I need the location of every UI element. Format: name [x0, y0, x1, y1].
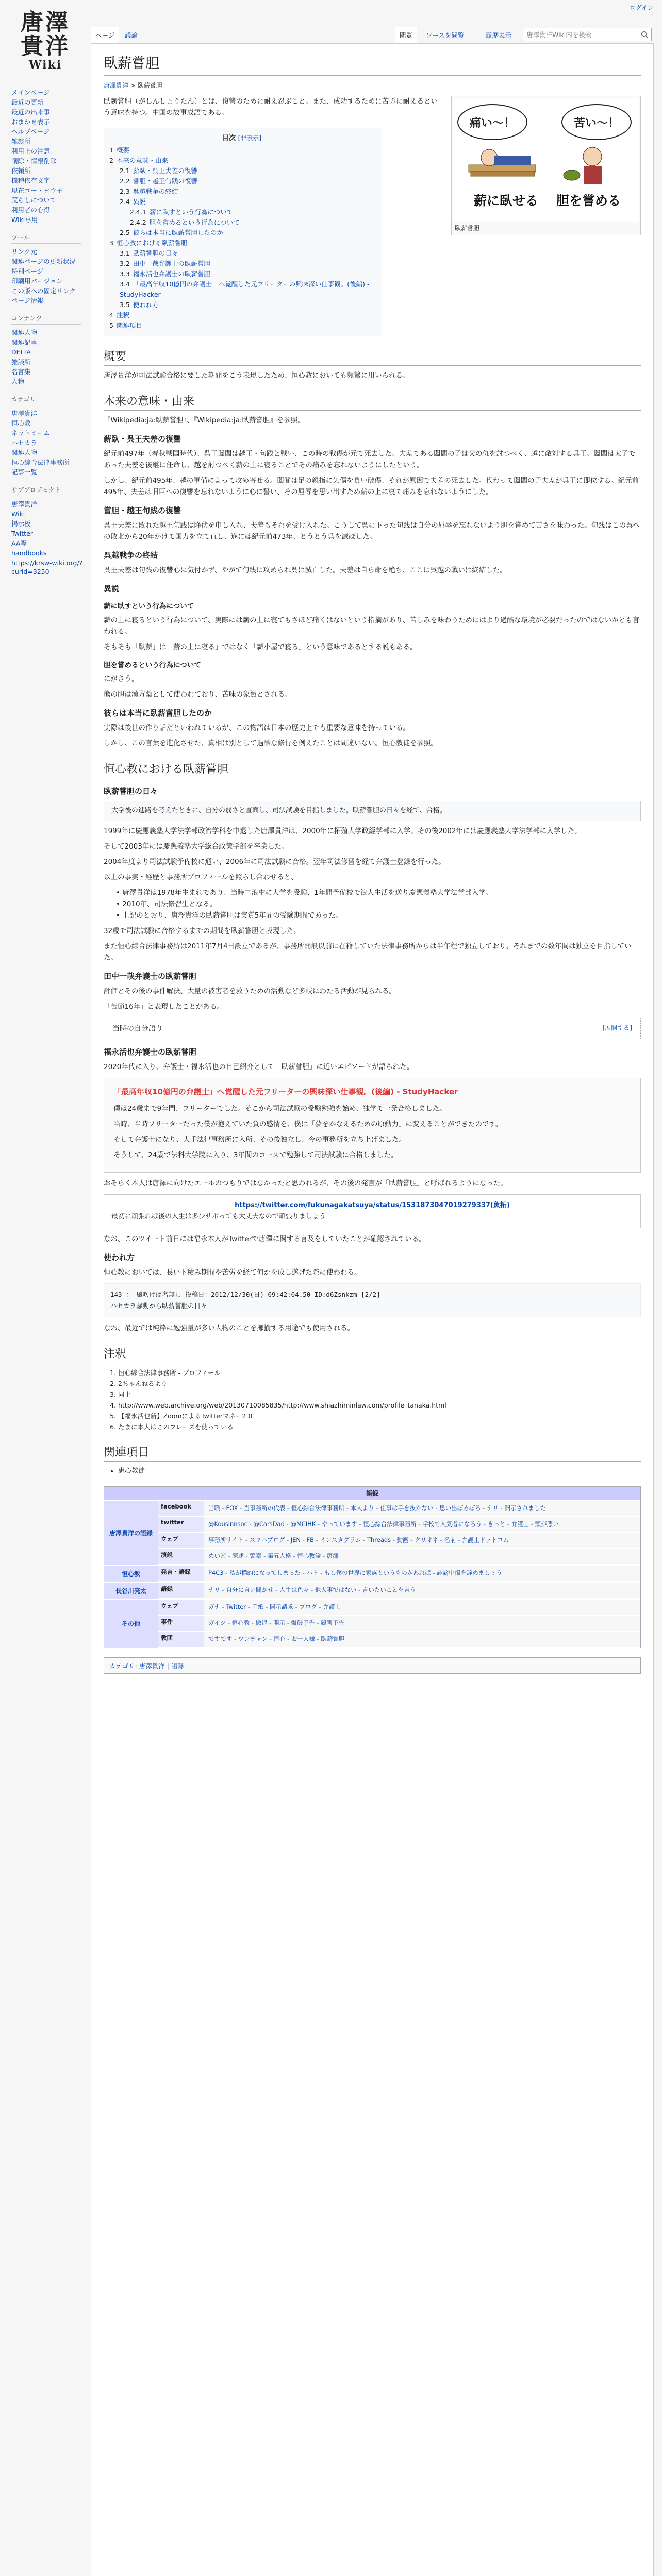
sidebar-category-item[interactable]: 記事一覧 [11, 468, 38, 476]
toc-item[interactable] [109, 269, 374, 279]
logo-line-2: 貴洋 [21, 33, 70, 59]
list-item-text: 上記のとおり、唐澤貴洋の臥薪嘗胆は実質5年間の受験期間であった。 [122, 911, 343, 920]
navbox-subrow [158, 1501, 640, 1517]
page-tabs [91, 23, 654, 43]
quote-title: 「最高年収10億円の弁護士」へ覚醒した元フリーターの興味深い仕事観。(後編) - StudyHacker [113, 1087, 458, 1096]
logo-line-1: 唐澤 [21, 9, 70, 36]
sidebar-subprojects [11, 485, 91, 577]
subsection-10: 使われ方 [104, 1253, 135, 1262]
navbox [104, 1486, 641, 1648]
thumbnail-image[interactable] [453, 98, 639, 222]
sidebar-category-item[interactable]: 関連人物 [11, 449, 38, 456]
sidebar-categories [11, 395, 91, 477]
toc-link[interactable]: 薪に臥すという行為について [149, 208, 234, 216]
expand-toggle[interactable]: [展開する] [602, 1024, 632, 1031]
sidebar-tool-item[interactable]: 印刷用バージョン [11, 277, 63, 285]
list-item-text: 2010年、司法修習生となる。 [122, 900, 217, 908]
sidebar-nav-item[interactable]: 雑談所 [11, 138, 31, 145]
sidebar-nav-item[interactable]: 利用上の注意 [11, 147, 51, 155]
section-related: 関連項目 [104, 1444, 641, 1462]
sidebar-nav-item[interactable]: 削除・情報削除 [11, 157, 57, 165]
sidebar-category-item[interactable]: ハセカラ [11, 439, 38, 447]
sidebar-category-item[interactable]: 唐澤貴洋 [11, 410, 38, 417]
toc-link[interactable]: 「最高年収10億円の弁護士」へ覚醒した元フリーターの興味深い仕事観。(後編) - StudyHacker [120, 280, 370, 298]
navbox-subrow [158, 1566, 640, 1582]
section-overview: 概要 [104, 348, 641, 366]
login-link[interactable]: ログイン [629, 4, 654, 11]
toc-number: 3.1 [120, 249, 130, 257]
toc-number: 2.3 [120, 188, 130, 195]
sidebar-nav-item[interactable]: メインページ [11, 89, 50, 96]
logo-line-3: Wiki [28, 58, 62, 72]
paragraph: 以上の事実・経歴と事務所プロフィールを照らし合わせると、 [104, 873, 298, 882]
subsection-8: 福永活也弁護士の臥薪嘗胆 [104, 1047, 197, 1057]
sidebar-external-link[interactable]: https://krsw-wiki.org/?curid=3250 [11, 559, 83, 575]
section-notes: 注釈 [104, 1345, 641, 1363]
sidebar-other-item[interactable]: 名言集 [11, 368, 31, 376]
toc-link[interactable]: 本来の意味・由来 [116, 157, 168, 164]
toc-number: 3.3 [120, 270, 130, 278]
navbox-list[interactable]: P4C3 - 私が標的になってしまった - ハト - もし僕の世界に家族というものがあれば - 誹謗中傷を辞めましょう [204, 1566, 640, 1581]
sidebar-subprojects-title: サブプロジェクト [11, 485, 81, 496]
list-item: • 2010年、司法修習生となる。 [116, 900, 217, 908]
paragraph: 2004年度より司法試験予備校に通い、2006年に司法試験に合格。翌年司法修習を経て弁護士登録を行った。 [104, 858, 445, 866]
subsection-6: 臥薪嘗胆の日々 [104, 787, 158, 796]
toc-link[interactable]: 恒心教における臥薪嘗胆 [116, 239, 188, 247]
quote-box: 大学後の進路を考えたときに、自分の弱さと直面し、司法試験を目指しました。臥薪嘗胆の日々を経て、合格。 [104, 801, 641, 821]
paragraph: 32歳で司法試験に合格するまでの期間を臥薪嘗胆と表現した。 [104, 927, 301, 935]
sidebar-nav-item[interactable]: 最近の出来事 [11, 108, 51, 116]
collapsible-title: 当時の自分語り [112, 1025, 163, 1033]
quote-paragraph: そして弁護士になり、大手法律事務所に入所、その後独立し、今の事務所を立ち上げました。 [113, 1136, 406, 1144]
navbox-row [104, 1582, 640, 1599]
sidebar-categories-title: カテゴリ [11, 395, 81, 405]
navbox-list[interactable]: めいど - 陳述 - 警察 - 第五人格 - 恒心教論 - 唐澤 [204, 1549, 640, 1564]
references-list [118, 1367, 641, 1432]
toc-link[interactable]: 彼らは本当に臥薪嘗胆したのか [133, 229, 223, 236]
paragraph: 紀元前497年（春秋戦国時代）、呉王闔閭は越王・句践と戦い、この時の戦傷が元で死去した。夫差である闔閭の子は父の仇を討つべく、越に敵対する呉王。闔閭は太子であった夫差を後継に任命し、越を討つべく薪の上に寝ることでその痛みを忘れないようにしたという。 [104, 450, 636, 469]
toc-item[interactable] [109, 228, 374, 238]
sidebar-nav-item[interactable]: 最近の更新 [11, 98, 44, 106]
category-label[interactable]: カテゴリ [109, 1662, 135, 1670]
paragraph: しかし、紀元前495年、越の軍備によって攻め寄せる。闔閭は足の親指に矢傷を負い破傷、それが原因で夫差の死去した。代わって闔閭の子夫差が呉王に即位する。紀元前495年、夫差は旧臣への復讐を忘れないように心に誓い、その屈辱を思い出すため薪の上に寝て痛みを忘れないようにした。 [104, 477, 639, 496]
sidebar-content-item[interactable]: 関連人物 [11, 329, 38, 336]
subsection-1: 薪臥・呉王夫差の復讐 [104, 434, 181, 444]
quote-paragraph: 当時、当時フリーターだった僕が抱えていた負の感情を、僕は「夢をかなえるための原動力」に変えることができたのです。 [113, 1120, 503, 1128]
sidebar-other-item[interactable]: 雑談所 [11, 358, 31, 366]
paragraph: なお、最近では純粋に勉強量が多い人物のことを揶揄する用途でも使用される。 [104, 1324, 354, 1332]
table-of-contents [104, 128, 382, 336]
toc-item[interactable] [109, 300, 374, 310]
reference-item[interactable]: 5. 【福永活也新】ZoomによるTwitterマネー2.0 [118, 1411, 641, 1421]
sidebar-subproject-item[interactable]: Twitter [11, 530, 33, 537]
reference-item[interactable]: 1. 恒心綜合法律事務所 - プロフィール [118, 1367, 641, 1378]
navbox-group[interactable]: その他 [104, 1600, 158, 1648]
toc-link[interactable]: 胆を嘗めるという行為について [149, 218, 240, 226]
sidebar-tools [11, 233, 91, 306]
navbox-list[interactable]: ナリ - 自分に言い聞かせ - 人生は色々 - 他人事ではない - 言いたいことを言う [204, 1583, 640, 1598]
paragraph: おそらく本人は唐澤に向けたエールのつもりではなかったと思われるが、その後の発言が「臥薪嘗胆」と呼ばれるようになった。 [104, 1179, 507, 1188]
sidebar-nav-item[interactable]: Wiki専用 [11, 216, 38, 224]
bbs-quote [104, 1283, 641, 1317]
paragraph: 呉王夫差に敗れた越王句践は降伏を申し入れ、夫差もそれを受け入れた。こうして呉に下った句践は自分の屈辱を忘れないよう胆を嘗めて苦さを味わった。句践はこの呉への敗北から20年かけて国力を立て直し、遂には紀元前473年、とうとう呉を滅ぼした。 [104, 521, 640, 541]
origin-lead: 『Wikipedia:ja:臥薪嘗胆』、『Wikipedia:ja:臥薪嘗胆』を参照。 [104, 416, 305, 425]
navbox-subgroup: 演説 [158, 1549, 204, 1564]
breadcrumb-current: 臥薪嘗胆 [137, 82, 162, 89]
navbox-group[interactable]: 唐澤貴洋の語録 [104, 1501, 158, 1565]
sidebar-nav-item[interactable]: 依頼所 [11, 167, 31, 175]
thumbnail-caption-left: 薪に臥せる [474, 193, 539, 208]
category-list[interactable]: 唐澤貴洋 | 語録 [139, 1662, 184, 1670]
breadcrumb: 唐澤貴洋 > 臥薪嘗胆 [104, 82, 162, 89]
toc-link[interactable]: 概要 [116, 146, 129, 154]
navbox-subrow [158, 1533, 640, 1549]
toc-link[interactable]: 田中一哉弁護士の臥薪嘗胆 [133, 260, 210, 267]
toc-item[interactable] [109, 248, 374, 259]
sidebar-content-item[interactable]: 関連記事 [11, 338, 38, 346]
toc-item[interactable] [109, 187, 374, 197]
paragraph: 2020年代に入り、弁護士・福永活也の自己紹介として「臥薪嘗胆」に近いエピソードが語られた。 [104, 1063, 414, 1071]
navbox-subgroup: twitter [158, 1517, 204, 1532]
toc-number: 2.4.1 [130, 208, 146, 216]
section-origin: 本来の意味・由来 [104, 393, 641, 411]
thumbnail-caption: 臥薪嘗胆 [455, 225, 480, 232]
toc-link[interactable]: 嘗胆・越王句践の復讐 [133, 177, 197, 185]
sidebar-nav-item[interactable]: ヘルプページ [11, 128, 50, 135]
toc-link[interactable]: 福永活也弁護士の臥薪嘗胆 [133, 270, 210, 278]
quote-block [104, 1078, 641, 1173]
navbox-list[interactable]: 事務所サイト - スマハブログ - JEN - FB - インスタグラム - Threads - 動画 - クリオネ - 名前 - 弁護士ドットコム [204, 1533, 640, 1548]
quote-paragraph: 僕は24歳まで9年間、フリーターでした。そこから司法試験の受験勉強を始め、独学で一発合格しました。 [113, 1105, 446, 1113]
reference-item[interactable]: 6. たまに本人はこのフレーズを使っている [118, 1421, 641, 1432]
sidebar-contents [11, 314, 91, 386]
navbox-list[interactable]: @Kousinnsoc - @CarsDad - @MCIHK - やっています - 恒心綜合法律事務所 - 学校で人気者になろう - きっと - 弁護士 - 頭が悪い [204, 1517, 640, 1532]
subsubsection-2: 胆を嘗めるという行為について [104, 661, 201, 669]
sidebar-nav-item[interactable]: おまかせ表示 [11, 118, 51, 126]
sidebar-tools-title: ツール [11, 233, 81, 244]
toc-number: 3 [109, 239, 113, 247]
paragraph: そして2003年には慶應義塾大学総合政策学部を卒業した。 [104, 842, 289, 851]
toc-number: 2.2 [120, 177, 130, 185]
toc-number: 5 [109, 321, 113, 329]
paragraph: 薪の上に寝るという行為について、実際には薪の上に寝てもさほど痛くはないという指摘があり、苦しみを味わうためにはより過酷な環境が必要だったのではないかとも言われる。 [104, 616, 639, 636]
sidebar-category-item[interactable]: ネットミーム [11, 429, 51, 437]
sidebar-tool-item[interactable]: この版への固定リンク [11, 287, 76, 295]
paragraph: 評価とその後の事件解決、大量の被害者を救うための活動など多岐にわたる活動が見られる。 [104, 987, 396, 995]
toc-item[interactable] [109, 320, 374, 331]
subsection-7: 田中一哉弁護士の臥薪嘗胆 [104, 972, 197, 981]
toc-number: 3.4 [120, 280, 130, 288]
toc-heading: 目次 [222, 134, 236, 142]
toc-item[interactable] [109, 259, 374, 269]
toc-item[interactable] [109, 310, 374, 320]
sidebar-contents-title: コンテンツ [11, 314, 81, 325]
sidebar-tool-item[interactable]: リンク元 [11, 248, 37, 256]
paragraph: 呉王夫差は句践の復讐心に気付かず、やがて句践に攻められ呉は滅亡した。夫差は自ら命を絶ち、ここに呉越の戦いは終結した。 [104, 566, 507, 574]
sidebar-tool-item[interactable]: ページ情報 [11, 297, 44, 304]
personal-tools [630, 3, 654, 12]
toc-link[interactable]: 使われ方 [133, 301, 159, 309]
paragraph: しかし、この言葉を進化させた、真相は別として過酷な修行を例えたことは間違いない。恒心教徒を参照。 [104, 739, 438, 748]
navbox-subgroup: 発言・語録 [158, 1566, 204, 1581]
list-item: • 上記のとおり、唐澤貴洋の臥薪嘗胆は実質5年間の受験期間であった。 [116, 911, 343, 920]
toc-link[interactable]: 臥薪嘗胆の日々 [133, 249, 178, 257]
bullet-list [116, 887, 641, 921]
paragraph: にがさう。 [104, 675, 139, 683]
toc-item[interactable] [109, 279, 374, 300]
sidebar-nav-item[interactable]: 荒らしについて [11, 196, 57, 204]
toc-item[interactable] [109, 207, 374, 217]
toc-link[interactable]: 異説 [133, 198, 146, 206]
tab-read[interactable]: 閲覧 [395, 27, 417, 43]
section-koushin: 恒心教における臥薪嘗胆 [104, 760, 641, 778]
paragraph: 1999年に慶應義塾大学法学部政治学科を中退した唐澤貴洋は、2000年に拓殖大学政経学部に入学。その後2002年には慶應義塾大学法学部に入学した。 [104, 827, 582, 835]
navbox-subrow [158, 1600, 640, 1616]
sidebar-nav-item[interactable]: 利用者の心得 [11, 206, 51, 214]
thumbnail-caption-right: 胆を嘗める [556, 193, 621, 208]
navbox-list[interactable]: ガナ - Twitter - 手紙 - 開示請求 - ブログ - 弁護士 [204, 1600, 640, 1615]
navbox-title[interactable]: 語録 [104, 1487, 640, 1500]
toc-item[interactable] [109, 217, 374, 228]
sidebar-category-item[interactable]: 恒心教 [11, 419, 31, 427]
toc-item[interactable] [109, 166, 374, 176]
paragraph: 「苦節16年」と表現したことがある。 [104, 1003, 224, 1011]
list-item: • 唐澤貴洋は1978年生まれであり、当時二浪中に大学を受験、1年間予備校で浪人生活を送り慶應義塾大学法学部入学。 [116, 889, 493, 897]
bbs-header: 143 ： 風吹けば名無し 投稿日：2012/12/30(日) 09:42:04.50 ID:d6Zsnkzm [2/2] [110, 1291, 380, 1298]
subsection-5: 彼らは本当に臥薪嘗胆したのか [104, 708, 212, 718]
toc-number: 2.4 [120, 198, 130, 206]
navbox-subgroup: 語録 [158, 1583, 204, 1598]
sidebar-subproject-item[interactable]: 掲示板 [11, 520, 31, 528]
quote-paragraph: そうして、24歳で法科大学院に入り、3年間のコースで勉強して司法試験に合格しました。 [113, 1151, 398, 1159]
subsection-3: 呉越戦争の終結 [104, 551, 158, 560]
toc-link[interactable]: 呉越戦争の終結 [133, 188, 178, 195]
navbox-row [104, 1565, 640, 1582]
illustration-icon [464, 139, 628, 185]
toc-item[interactable] [109, 197, 374, 207]
navbox-subgroup: 事件 [158, 1616, 204, 1631]
toc-number: 2.4.2 [130, 218, 146, 226]
site-logo[interactable] [0, 0, 91, 82]
sidebar-category-item[interactable]: 恒心綜合法律事務所 [11, 459, 70, 466]
sidebar-content-item[interactable]: DELTA [11, 348, 31, 356]
subsubsection-1: 薪に臥すという行為について [104, 602, 194, 611]
subsection-2: 嘗胆・越王句践の復讐 [104, 506, 181, 515]
sidebar-subproject-item[interactable]: AA等 [11, 539, 27, 547]
navbox-row [104, 1500, 640, 1565]
toc-link[interactable]: 薪臥・呉王夫差の復讐 [133, 167, 197, 175]
main-content [91, 43, 654, 2576]
toc-number: 3.5 [120, 301, 130, 309]
reference-item[interactable]: 2. 2ちゃんねるより [118, 1378, 641, 1389]
tab-page[interactable]: ページ [91, 27, 119, 43]
subsection-4: 異説 [104, 584, 120, 594]
sidebar [0, 88, 91, 585]
tweet-link[interactable]: https://twitter.com/fukunagakatsuya/status/1531873047019279337(魚拓) [235, 1201, 510, 1209]
toc-title [109, 132, 374, 142]
bbs-body: ハセカラ騒動から臥薪嘗胆の日々 [110, 1302, 207, 1310]
navbox-list[interactable]: ガイジ - 恒心教 - 撤退 - 開示 - 爆破予告 - 殺害予告 [204, 1616, 640, 1631]
sidebar-navigation [11, 88, 91, 225]
navbox-subrow [158, 1616, 640, 1632]
tweet-embed [104, 1194, 641, 1228]
tab-history[interactable]: 履歴表示 [486, 31, 512, 39]
paragraph: 恒心教においては、長い下積み期間や苦労を経て何かを成し遂げた際に使われる。 [104, 1268, 361, 1277]
navbox-group[interactable]: 恒心教 [104, 1566, 158, 1582]
intro-paragraph: 臥薪嘗胆（がしんしょうたん）とは、復讐のために耐え忍ぶこと。また、成功するために苦労に耐えるという意味を持つ。中国の故事成語である。 [104, 97, 438, 117]
search-box [523, 28, 652, 41]
tab-talk[interactable]: 議論 [125, 31, 138, 39]
speech-bubble-right: 苦い～！ [561, 104, 632, 140]
collapsible-box [104, 1018, 641, 1039]
reference-item[interactable]: 3. 同上 [118, 1389, 641, 1400]
toc-number: 2 [109, 157, 113, 164]
list-item-text: 唐澤貴洋は1978年生まれであり、当時二浪中に大学を受験、1年間予備校で浪人生活を送り慶應義塾大学法学部入学。 [122, 889, 493, 897]
toc-number: 3.2 [120, 260, 130, 267]
reference-item[interactable]: 4. http://www.web.archive.org/web/20130710085835/http://www.shiazhiminlaw.com/profile_tanaka.html [118, 1400, 641, 1411]
toc-link[interactable]: 関連項目 [116, 321, 142, 329]
sidebar-other-item[interactable]: 人物 [11, 378, 25, 385]
toc-item[interactable] [109, 145, 374, 156]
paragraph: なお、このツイート前日には福永本人がTwitterで唐澤に関する言及をしていたことが確認されている。 [104, 1235, 426, 1243]
sidebar-subproject-item[interactable]: handbooks [11, 549, 47, 557]
tweet-text: 最初に頑張れば後の人生は多少サボっても大丈夫なので頑張りましょう [111, 1213, 326, 1221]
related-list [118, 1466, 641, 1477]
navbox-row [104, 1599, 640, 1648]
navbox-subgroup: facebook [158, 1501, 204, 1516]
navbox-subgroup: 教団 [158, 1632, 204, 1647]
toc-number: 1 [109, 146, 113, 154]
sidebar-subproject-item[interactable]: Wiki [11, 510, 25, 518]
toc-number: 4 [109, 311, 113, 319]
toc-item[interactable] [109, 176, 374, 187]
navbox-subrow [158, 1583, 640, 1599]
sidebar-subproject-item[interactable]: 唐澤貴洋 [11, 500, 38, 508]
speech-bubble-left: 痛い～！ [457, 104, 527, 140]
paragraph: 熊の胆は漢方薬として使われており、苦味の象徴とされる。 [104, 690, 292, 699]
search-input[interactable] [523, 31, 638, 39]
navbox-subgroup: ウェブ [158, 1600, 204, 1615]
overview-paragraph: 唐澤貴洋が司法試験合格に要した期間をこう表現したため、恒心教においても頻繁に用いられる。 [104, 371, 410, 380]
toc-number: 2.5 [120, 229, 130, 236]
logo-mark [14, 10, 76, 72]
navbox-list[interactable]: ですです - ワンチャン - 恒心 - お一人様 - 臥薪嘗胆 [204, 1632, 640, 1647]
related-item[interactable]: • 恵心教徒 [118, 1466, 641, 1477]
toc-item[interactable] [109, 238, 374, 248]
paragraph: また恒心綜合法律事務所は2011年7月4日設立であるが、事務所開設以前に在籍していた法律事務所からは半年程で独立しており、それまでの数年間は独立を目指していた。 [104, 942, 632, 962]
page-title: 臥薪嘗胆 [104, 52, 641, 76]
paragraph: 実際は後世の作り話だといわれているが、この物語は日本の歴史上でも重要な意味を持っている。 [104, 724, 410, 732]
search-icon[interactable] [638, 28, 651, 41]
toc-toggle[interactable]: [非表示] [238, 134, 261, 142]
paragraph: そもそも「臥薪」は「薪の上に寝る」ではなく「薪小屋で寝る」という意味であるとする説もある。 [104, 643, 417, 651]
sidebar-nav-item[interactable]: 機種依存文字 [11, 177, 51, 184]
navbox-subgroup: ウェブ [158, 1533, 204, 1548]
navbox-group[interactable]: 長谷川亮太 [104, 1583, 158, 1599]
category-links: カテゴリ: 唐澤貴洋 | 語録 [104, 1657, 641, 1674]
toc-link[interactable]: 注釈 [116, 311, 129, 319]
navbox-subrow [158, 1632, 640, 1648]
toc-number: 2.1 [120, 167, 130, 175]
navbox-list[interactable]: 当職 - FOX - 当事務所の代表 - 恒心綜合法律事務所 - 本人より - 仕事は手を抜かない - 思い出ぼろぼろ - ナリ - 開示されました [204, 1501, 640, 1516]
tab-view-source[interactable]: ソースを閲覧 [426, 31, 465, 39]
sidebar-tool-item[interactable]: 関連ページの更新状況 [11, 258, 76, 265]
thumbnail [451, 96, 641, 235]
breadcrumb-link[interactable]: 唐澤貴洋 [104, 82, 129, 89]
navbox-subrow [158, 1549, 640, 1565]
navbox-subrow [158, 1517, 640, 1533]
toc-item[interactable] [109, 156, 374, 166]
sidebar-tool-item[interactable]: 特別ページ [11, 267, 44, 275]
sidebar-nav-item[interactable]: 現在ゴー・ヨウ子 [11, 187, 63, 194]
